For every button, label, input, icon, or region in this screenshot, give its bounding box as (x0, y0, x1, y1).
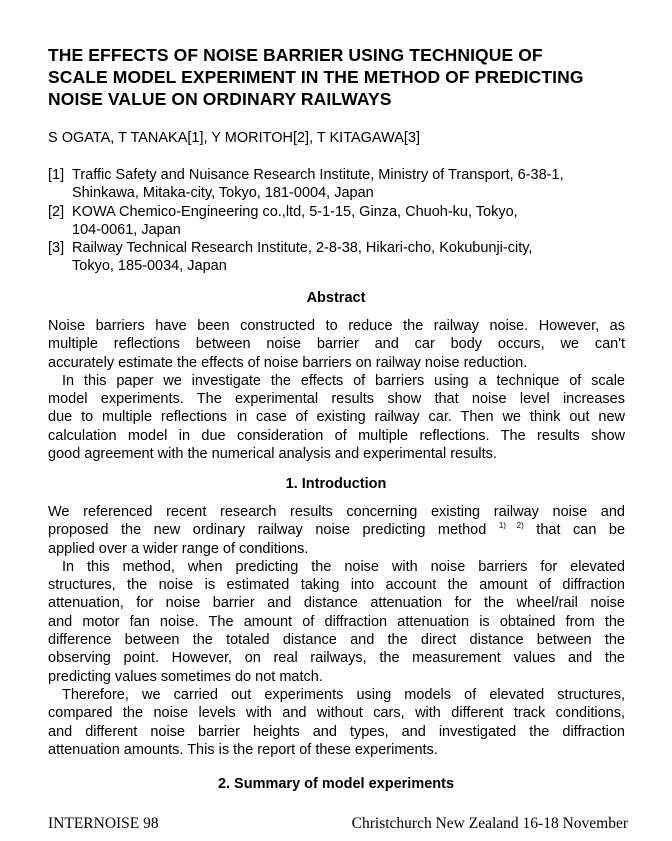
abstract-line: Noise barriers have been constructed to reduce the railway noise. However, as (48, 318, 625, 334)
affiliation-tag: [1] (48, 167, 65, 183)
affiliation-line: Shinkawa, Mitaka-city, Tokyo, 181-0004, Japan (72, 185, 374, 202)
affiliation-tag: [3] (48, 240, 65, 257)
affiliation-line: Railway Technical Research Institute, 2-8-38, Hikari-cho, Kokubunji-city, (72, 240, 533, 257)
affiliation-tag: [2] (48, 203, 65, 220)
citation-reference: 1) 2) (498, 521, 524, 531)
abstract-line: multiple reflections between noise barrier and car body occurs, we can't (48, 336, 625, 353)
abstract-line: model experiments. The experimental results show that noise level increases (48, 391, 625, 408)
section-2-heading: 2. Summary of model experiments (217, 776, 455, 792)
intro-line: observing point. However, on real railways, the measurement values and the (48, 650, 625, 667)
intro-line: attenuation amounts. This is the report of these experiments. (48, 741, 438, 758)
author-list: S OGATA, T TANAKA[1], Y MORITOH[2], T KITAGAWA[3] (48, 130, 421, 146)
intro-line: Therefore, we carried out experiments using models of elevated structures, (62, 686, 625, 703)
affiliation-1 (48, 166, 638, 203)
title-line: THE EFFECTS OF NOISE BARRIER USING TECHNIQUE OF (48, 45, 543, 65)
intro-line-with-citation (48, 521, 625, 539)
abstract-line: calculation model in due consideration of multiple reflections. The results show (48, 427, 625, 444)
intro-text: that can be (536, 522, 626, 539)
intro-line: difference between the totaled distance and the direct distance between the (48, 632, 625, 649)
intro-line: applied over a wider range of conditions. (48, 540, 309, 557)
introduction-heading: 1. Introduction (285, 476, 387, 492)
affiliation-3 (48, 239, 638, 276)
intro-text: proposed the new ordinary railway noise predicting method (48, 522, 487, 539)
abstract-line: good agreement with the numerical analysis and experimental results. (48, 446, 497, 463)
affiliation-line: Traffic Safety and Nuisance Research Institute, Ministry of Transport, 6-38-1, (72, 167, 564, 183)
abstract-line: In this paper we investigate the effects of barriers using a technique of scale (62, 372, 625, 389)
intro-line: and different noise barrier heights and types, and investigated the diffraction (48, 723, 625, 740)
intro-line: We referenced recent research results concerning existing railway noise and (48, 504, 625, 520)
abstract-body (48, 317, 625, 463)
intro-line: predicting values sometimes do not match. (48, 668, 323, 685)
footer-conference: INTERNOISE 98 (48, 815, 159, 832)
affiliations (48, 166, 638, 276)
affiliation-line: KOWA Chemico-Engineering co.,ltd, 5-1-15, Ginza, Chuoh-ku, Tokyo, (72, 203, 518, 220)
affiliation-2 (48, 203, 638, 240)
intro-line: In this method, when predicting the noise with noise barriers for elevated (62, 558, 625, 575)
title-line: SCALE MODEL EXPERIMENT IN THE METHOD OF PREDICTING (48, 67, 584, 87)
affiliation-line: Tokyo, 185-0034, Japan (72, 258, 227, 275)
abstract-heading: Abstract (306, 290, 366, 306)
paper-title (48, 44, 638, 110)
footer-location-date: Christchurch New Zealand 16-18 November (351, 815, 628, 832)
abstract-line: accurately estimate the effects of noise barriers on railway noise reduction. (48, 354, 528, 371)
intro-line: and motor fan noise. The amount of diffraction attenuation is obtained from the (48, 613, 625, 630)
intro-line: structures, the noise is estimated taking into account the amount of diffraction (48, 577, 625, 594)
introduction-body (48, 503, 625, 759)
intro-line: compared the noise levels with and without cars, with different track conditions, (48, 705, 625, 722)
abstract-line: due to multiple reflections in case of existing railway car. Then we think out new (48, 409, 625, 426)
intro-line: attenuation, for noise barrier and distance attenuation for the wheel/rail noise (48, 595, 625, 612)
title-line: NOISE VALUE ON ORDINARY RAILWAYS (48, 89, 392, 109)
affiliation-line: 104-0061, Japan (72, 221, 181, 238)
